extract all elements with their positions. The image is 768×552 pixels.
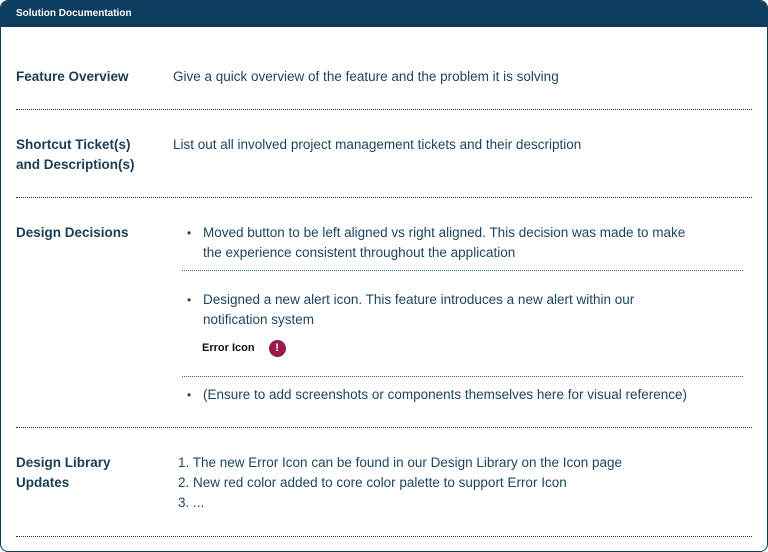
list-item [187,223,743,263]
bullet-text: notification system [203,312,315,327]
library-label-line1: Design Library [16,455,111,470]
bullet-dot: • [187,293,192,307]
divider [16,197,752,198]
card-header [1,1,767,27]
section-shortcut-tickets [16,135,752,175]
shortcut-text: List out all involved project management tickets and their description [173,137,582,152]
library-label-line2: Updates [16,475,70,490]
bullet-text: Moved button to be left aligned vs right aligned. This decision was made to make [203,225,686,240]
bullet-dot: • [187,388,192,402]
divider [16,536,752,537]
list-item: 3. ... [178,495,205,510]
divider [16,427,752,428]
error-icon-label: Error Icon [202,342,255,354]
bullet-text: Designed a new alert icon. This feature introduces a new alert within our [203,292,635,307]
list-item: 1. The new Error Icon can be found in our Design Library on the Icon page [178,455,623,470]
bullet-text: the experience consistent throughout the application [203,245,516,260]
header-title: Solution Documentation [16,8,132,19]
section-feature-overview [16,67,752,87]
shortcut-label-line1: Shortcut Ticket(s) [16,137,131,152]
bullet-dot: • [187,226,192,240]
list-item [187,385,757,405]
section-design-library [16,453,752,513]
shortcut-label-line2: and Description(s) [16,157,135,172]
feature-overview-label: Feature Overview [16,69,129,84]
sub-divider [182,376,743,377]
list-item: 2. New red color added to core color palette to support Error Icon [178,475,567,490]
list-item [187,290,743,330]
feature-overview-text: Give a quick overview of the feature and the problem it is solving [173,69,559,84]
divider [16,109,752,110]
design-decisions-label: Design Decisions [16,225,129,240]
sub-divider [182,270,743,271]
error-icon-example [202,339,286,357]
bullet-text: (Ensure to add screenshots or components themselves here for visual reference) [203,387,687,402]
error-icon: ! [269,340,286,357]
